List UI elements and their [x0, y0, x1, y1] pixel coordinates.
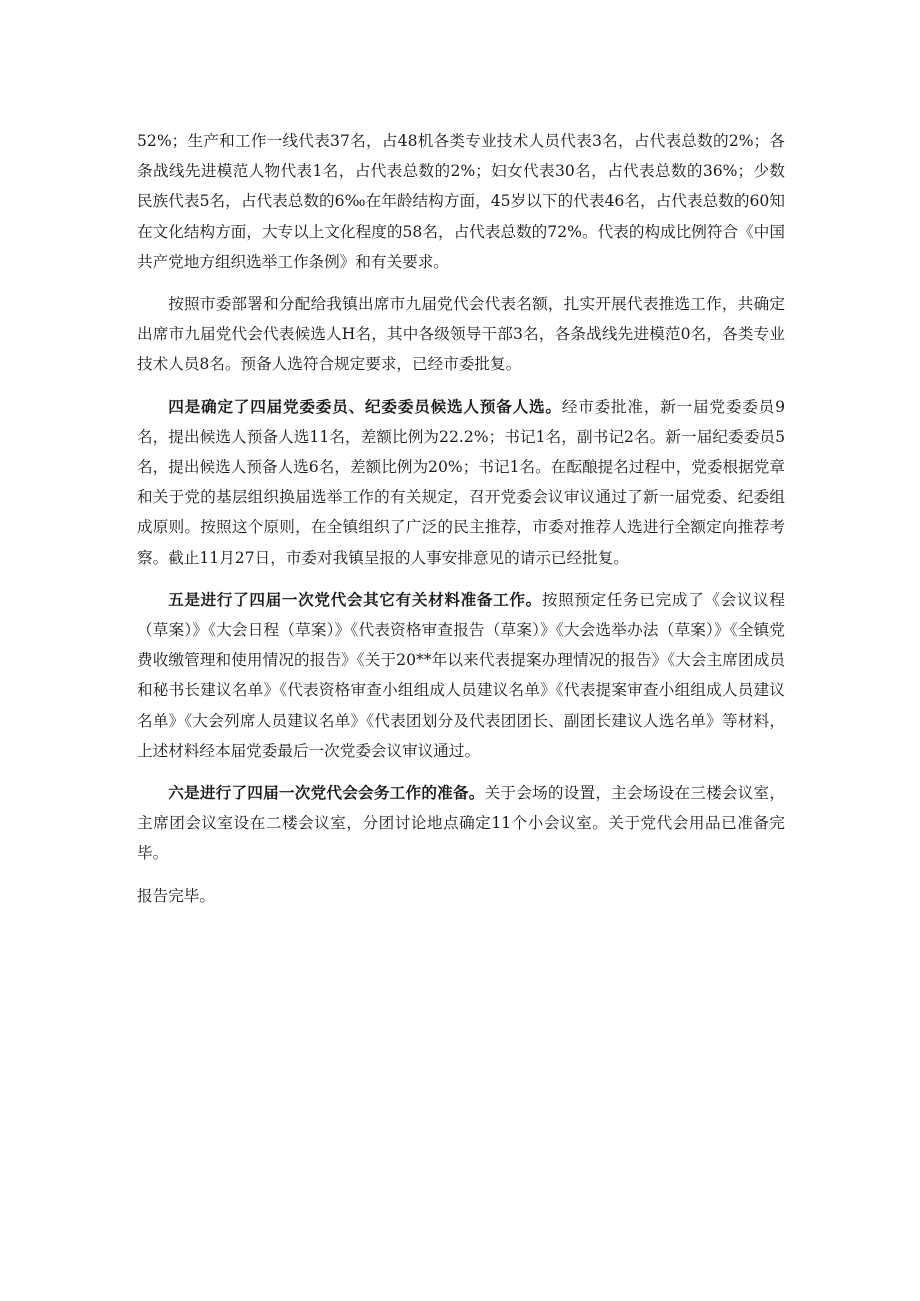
paragraph-text: 经市委批准，新一届党委委员9名，提出候选人预备人选11名，差额比例为22.2%；书记1名，副书记2名。新一届纪委委员5名，提出候选人预备人选6名，差额比例为20%；书记1名。在酝酿提名过程中，党委根据党章和关于党的基层组织换届选举工作的有关规定，召开党委会议审议通过了新一届党委、纪委组成原则。按照这个原则，在全镇组织了广泛的民主推荐，市委对推荐人选进行全额定向推荐考察。截止11月27日，市委对我镇呈报的人事安排意见的请示已经批复。 — [137, 397, 785, 567]
paragraph-conference-affairs — [137, 778, 785, 869]
paragraph-materials-preparation — [137, 585, 785, 766]
paragraph-text: 关于会场的设置，主会场设在三楼会议室，主席团会议室设在二楼会议室，分团讨论地点确定11个小会议室。关于党代会用品已准备完毕。 — [137, 784, 785, 863]
paragraph-text: 按照市委部署和分配给我镇出席市九届党代会代表名额，扎实开展代表推选工作，共确定出席市九届党代会代表候选人H名，其中各级领导干部3名，各条战线先进模范0名，各类专业技术人员8名。预备人选符合规定要求，已经市委批复。 — [137, 295, 785, 374]
paragraph-delegate-selection — [137, 289, 785, 380]
paragraph-lead: 四是确定了四届党委委员、纪委委员候选人预备人选。 — [168, 396, 562, 416]
paragraph-lead: 六是进行了四届一次党代会会务工作的准备。 — [168, 783, 485, 803]
paragraph-text: 52%；生产和工作一线代表37名，占48机各类专业技术人员代表3名，占代表总数的2%；各条战线先进模范人物代表1名，占代表总数的2%；妇女代表30名，占代表总数的36%；少数民族代表5名，占代表总数的6‰在年龄结构方面，45岁以下的代表46名，占代表总数的60知在文化结构方面，大专以上文化程度的58名，占代表总数的72%。代表的构成比例符合《中国共产党地方组织选举工作条例》和有关要求。 — [137, 132, 785, 271]
document-body — [137, 126, 785, 911]
paragraph-representative-composition — [137, 126, 785, 277]
report-closing: 报告完毕。 — [137, 886, 215, 905]
paragraph-lead: 五是进行了四届一次党代会其它有关材料准备工作。 — [168, 589, 542, 609]
paragraph-text: 按照预定任务已完成了《会议议程（草案）》《大会日程（草案）》《代表资格审查报告（草案）》《大会选举办法（草案）》《全镇党费收缴管理和使用情况的报告》《关于20**年以来代表提案办理情况的报告》《大会主席团成员和秘书长建议名单》《代表资格审查小组组成人员建议名单》《代表提案审查小组组成人员建议名单》《大会列席人员建议名单》《代表团划分及代表团团长、副团长建议人选名单》等材料，上述材料经本届党委最后一次党委会议审议通过。 — [137, 590, 785, 760]
paragraph-committee-candidates — [137, 392, 785, 573]
